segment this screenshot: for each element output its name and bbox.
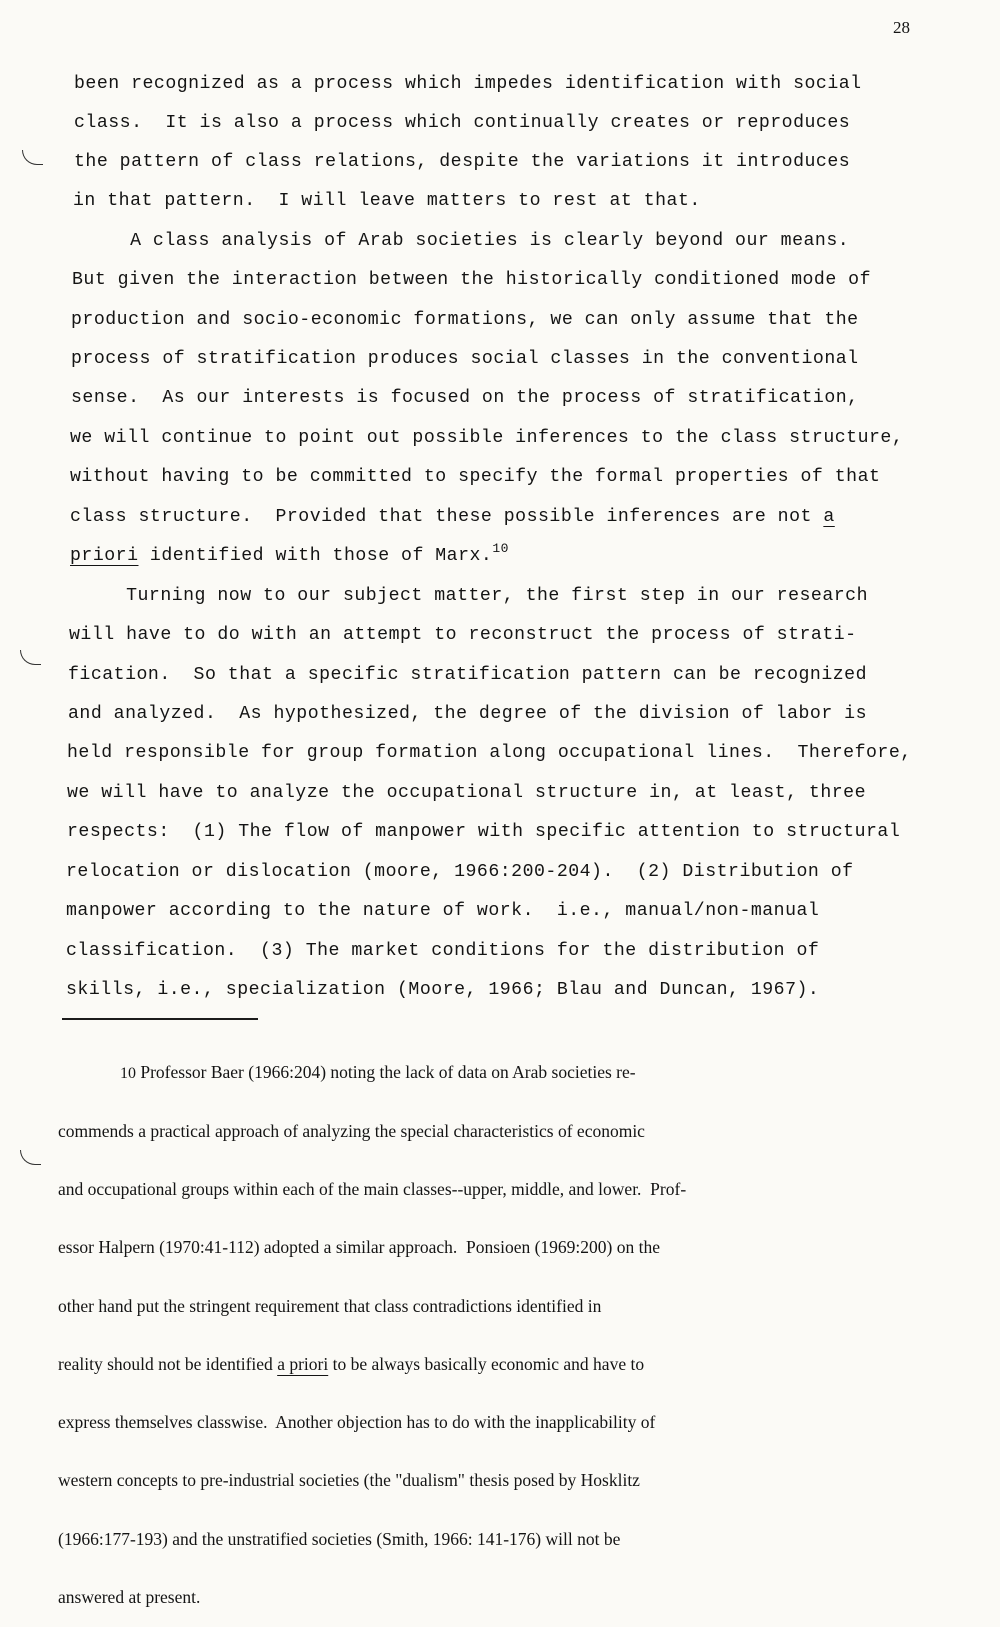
body-line-text: priori identified with those of Marx. — [70, 546, 493, 566]
footnote-line: other hand put the stringent requirement that class contradictions identified in — [58, 1295, 602, 1316]
body-line: class structure. Provided that these possible inferences are not a — [70, 507, 835, 527]
footnote-line: 10 Professor Baer (1966:204) noting the lack of data on Arab societies re- — [58, 1063, 918, 1083]
footnote-line: and occupational groups within each of the main classes--upper, middle, and lower. Prof- — [58, 1179, 687, 1200]
body-line: we will continue to point out possible inferences to the class structure, — [70, 428, 904, 448]
body-line: the pattern of class relations, despite the variations it introduces — [74, 152, 851, 172]
body-line: held responsible for group formation along occupational lines. Therefore, — [67, 743, 912, 763]
body-line: production and socio-economic formations, we can only assume that the — [71, 310, 859, 330]
footnote-line: reality should not be identified a priori to be always basically economic and have to — [58, 1353, 645, 1374]
footnote-line: answered at present. — [58, 1586, 201, 1607]
footnote-rule — [62, 1018, 258, 1020]
footnote — [58, 1024, 918, 1627]
footnote-line: western concepts to pre-industrial societies (the "dualism" thesis posed by Hosklitz — [58, 1470, 640, 1491]
footnote-line: express themselves classwise. Another objection has to do with the inapplicability of — [58, 1412, 656, 1433]
footnote-marker: 10 — [120, 1064, 136, 1082]
body-line: fication. So that a specific stratification pattern can be recognized — [68, 665, 867, 685]
body-line: Turning now to our subject matter, the first step in our research — [69, 586, 868, 606]
body-line: without having to be committed to specify the formal properties of that — [70, 467, 881, 487]
body-line: A class analysis of Arab societies is clearly beyond our means. — [73, 231, 850, 251]
body-line: classification. (3) The market conditions for the distribution of — [66, 941, 820, 961]
body-line: But given the interaction between the historically conditioned mode of — [72, 270, 871, 290]
footnote-line: commends a practical approach of analyzing the special characteristics of economic — [58, 1121, 645, 1142]
body-line: sense. As our interests is focused on the process of stratification, — [71, 388, 859, 408]
margin-pencil-mark — [20, 1150, 41, 1165]
body-line: process of stratification produces social classes in the conventional — [71, 349, 859, 369]
body-line: in that pattern. I will leave matters to rest at that. — [73, 191, 701, 211]
body-line: and analyzed. As hypothesized, the degree of the division of labor is — [68, 704, 867, 724]
footnote-line: (1966:177-193) and the unstratified societies (Smith, 1966: 141-176) will not be — [58, 1528, 621, 1549]
body-line: been recognized as a process which impedes identification with social — [74, 74, 862, 94]
body-line: respects: (1) The flow of manpower with specific attention to structural — [67, 822, 901, 842]
footnote-reference: 10 — [492, 541, 509, 556]
underlined-word: a priori — [277, 1353, 329, 1374]
body-line: skills, i.e., specialization (Moore, 1966; Blau and Duncan, 1967). — [66, 980, 820, 1000]
body-line: manpower according to the nature of work. i.e., manual/non-manual — [66, 901, 820, 921]
body-line: class. It is also a process which continually creates or reproduces — [74, 113, 851, 133]
footnote-line: essor Halpern (1970:41-112) adopted a similar approach. Ponsioen (1969:200) on the — [58, 1237, 660, 1258]
body-line — [70, 541, 509, 568]
page-number: 28 — [893, 18, 910, 37]
body-line: will have to do with an attempt to reconstruct the process of strati- — [69, 625, 857, 645]
body-line: we will have to analyze the occupational structure in, at least, three — [67, 783, 866, 803]
underlined-word: a — [823, 507, 835, 527]
underlined-word: priori — [70, 546, 139, 566]
body-line: relocation or dislocation (moore, 1966:200-204). (2) Distribution of — [66, 862, 854, 882]
